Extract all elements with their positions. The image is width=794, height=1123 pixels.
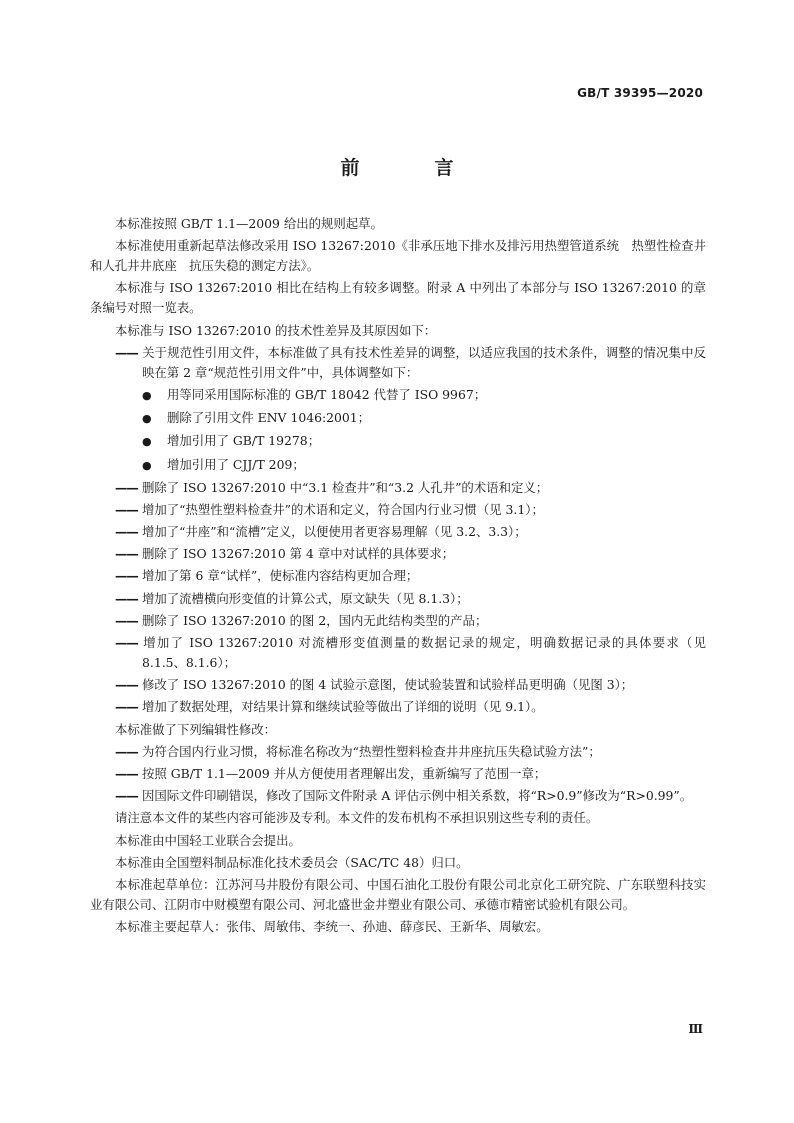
paragraph-text: 本标准使用重新起草法修改采用 ISO 13267:2010《非承压地下排水及排污用热塑管道系统 热塑性检查井和人孔井井底座 抗压失稳的测定方法》。 [90,238,706,274]
dash-list-item [90,522,706,542]
paragraph [90,278,706,318]
page-number: Ⅲ [688,1022,703,1036]
document-number-header: GB/T 39395—2020 [577,86,703,100]
paragraph [90,236,706,276]
dash-list-item [90,764,706,784]
dash-list-item [90,343,706,383]
dash-list-item [90,478,706,498]
list-item-text: 删除了 ISO 13267:2010 的图 2，国内无此结构类型的产品； [142,612,488,628]
paragraph [90,875,706,915]
list-item-text: 关于规范性引用文件，本标准做了具有技术性差异的调整，以适应我国的技术条件，调整的情况集中反映在第 2 章“规范性引用文件”中，具体调整如下： [142,344,706,380]
list-item-text: 删除了 ISO 13267:2010 第 4 章中对试样的具体要求； [142,546,455,562]
list-item-text: 增加引用了 GB/T 19278； [167,433,321,449]
list-item-text: 增加了第 6 章“试样”，使标准内容结构更加合理； [142,568,419,584]
paragraph-text: 本标准与 ISO 13267:2010 相比在结构上有较多调整。附录 A 中列出了本部分与 ISO 13267:2010 的章条编号对照一览表。 [90,280,706,316]
list-item-text: 按照 GB/T 1.1—2009 并从方便使用者理解出发，重新编写了范围一章； [142,765,547,781]
dash-marker: —— [115,765,138,781]
dash-list-item [90,611,706,631]
bullet-marker: ● [142,458,152,472]
dash-marker: —— [115,344,138,360]
paragraph-text: 请注意本文件的某些内容可能涉及专利。本文件的发布机构不承担识别这些专利的责任。 [115,810,599,826]
bullet-list-item [90,431,706,452]
bullet-marker: ● [142,412,152,426]
dash-marker: —— [115,788,138,804]
dash-list-item [90,544,706,564]
dash-marker: —— [115,612,138,628]
dash-marker: —— [115,635,138,650]
dash-marker: —— [115,479,138,495]
paragraph-text: 本标准做了下列编辑性修改： [115,721,277,737]
list-item-text: 增加了“井座”和“流槽”定义，以便使用者更容易理解（见 3.2、3.3）； [142,524,527,540]
paragraph-text: 本标准按照 GB/T 1.1—2009 给出的规则起草。 [115,216,383,231]
paragraph [90,720,706,740]
dash-list-item [90,675,706,695]
paragraph [90,853,706,873]
dash-list-item [90,566,706,586]
dash-list-item [90,742,706,762]
list-item-text: 为符合国内行业习惯，将标准名称改为“热塑性塑料检查井井座抗压失稳试验方法”； [142,743,601,759]
bullet-marker: ● [142,435,152,449]
dash-marker: —— [115,501,138,517]
paragraph-text: 本标准主要起草人：张伟、周敏伟、李统一、孙迪、薛彦民、王新华、周敏宏。 [115,919,549,935]
list-item-text: 增加了流槽横向形变值的计算公式，原文缺失（见 8.1.3）； [142,590,469,606]
paragraph [90,917,706,937]
bullet-list-item [90,408,706,429]
list-item-text: 增加引用了 CJJ/T 209； [167,456,305,472]
list-item-text: 用等同采用国际标准的 GB/T 18042 代替了 ISO 9967； [167,386,487,402]
dash-marker: —— [115,568,138,584]
page-title: 前 言 [340,157,482,179]
dash-list-item [90,697,706,717]
paragraph-text: 本标准由中国轻工业联合会提出。 [115,832,301,848]
dash-list-item [90,633,706,673]
dash-marker: —— [115,743,138,759]
dash-list-item [90,786,706,806]
list-item-text: 增加了“热塑性塑料检查井”的术语和定义，符合国内行业习惯（见 3.1）； [142,501,544,517]
list-item-text: 删除了引用文件 ENV 1046:2001； [167,410,371,426]
paragraph-text: 本标准起草单位：江苏河马井股份有限公司、中国石油化工股份有限公司北京化工研究院、广东联塑科技实业有限公司、江阴市中财模塑有限公司、河北盛世金井塑业有限公司、承德市精密试验机有限公司。 [90,876,706,912]
dash-marker: —— [115,524,138,540]
dash-marker: —— [115,546,138,562]
list-item-text: 删除了 ISO 13267:2010 中“3.1 检查井”和“3.2 人孔井”的术语和定义； [142,479,549,495]
paragraph [90,808,706,828]
list-item-text: 增加了数据处理，对结果计算和继续试验等做出了详细的说明（见 9.1）。 [142,699,544,715]
paragraph-text: 本标准与 ISO 13267:2010 的技术性差异及其原因如下： [115,322,437,338]
dash-marker: —— [115,590,138,606]
dash-list-item [90,589,706,609]
list-item-text: 增加了 ISO 13267:2010 对流槽形变值测量的数据记录的规定，明确数据记录的具体要求（见 8.1.5、8.1.6）； [142,635,706,670]
bullet-marker: ● [142,388,152,402]
bullet-list-item [90,385,706,406]
list-item-text: 因国际文件印刷错误，修改了国际文件附录 A 评估示例中相关系数，将“R>0.9”修改为“R>0.99”。 [142,788,693,804]
dash-marker: —— [115,699,138,715]
dash-list-item [90,500,706,520]
list-item-text: 修改了 ISO 13267:2010 的图 4 试验示意图，使试验装置和试验样品更明确（见图 3）； [142,677,634,693]
dash-marker: —— [115,677,138,693]
paragraph [90,831,706,851]
bullet-list-item [90,455,706,476]
paragraph [90,214,706,234]
paragraph-text: 本标准由全国塑料制品标准化技术委员会（SAC/TC 48）归口。 [115,854,469,870]
paragraph [90,321,706,341]
document-body [90,214,706,939]
